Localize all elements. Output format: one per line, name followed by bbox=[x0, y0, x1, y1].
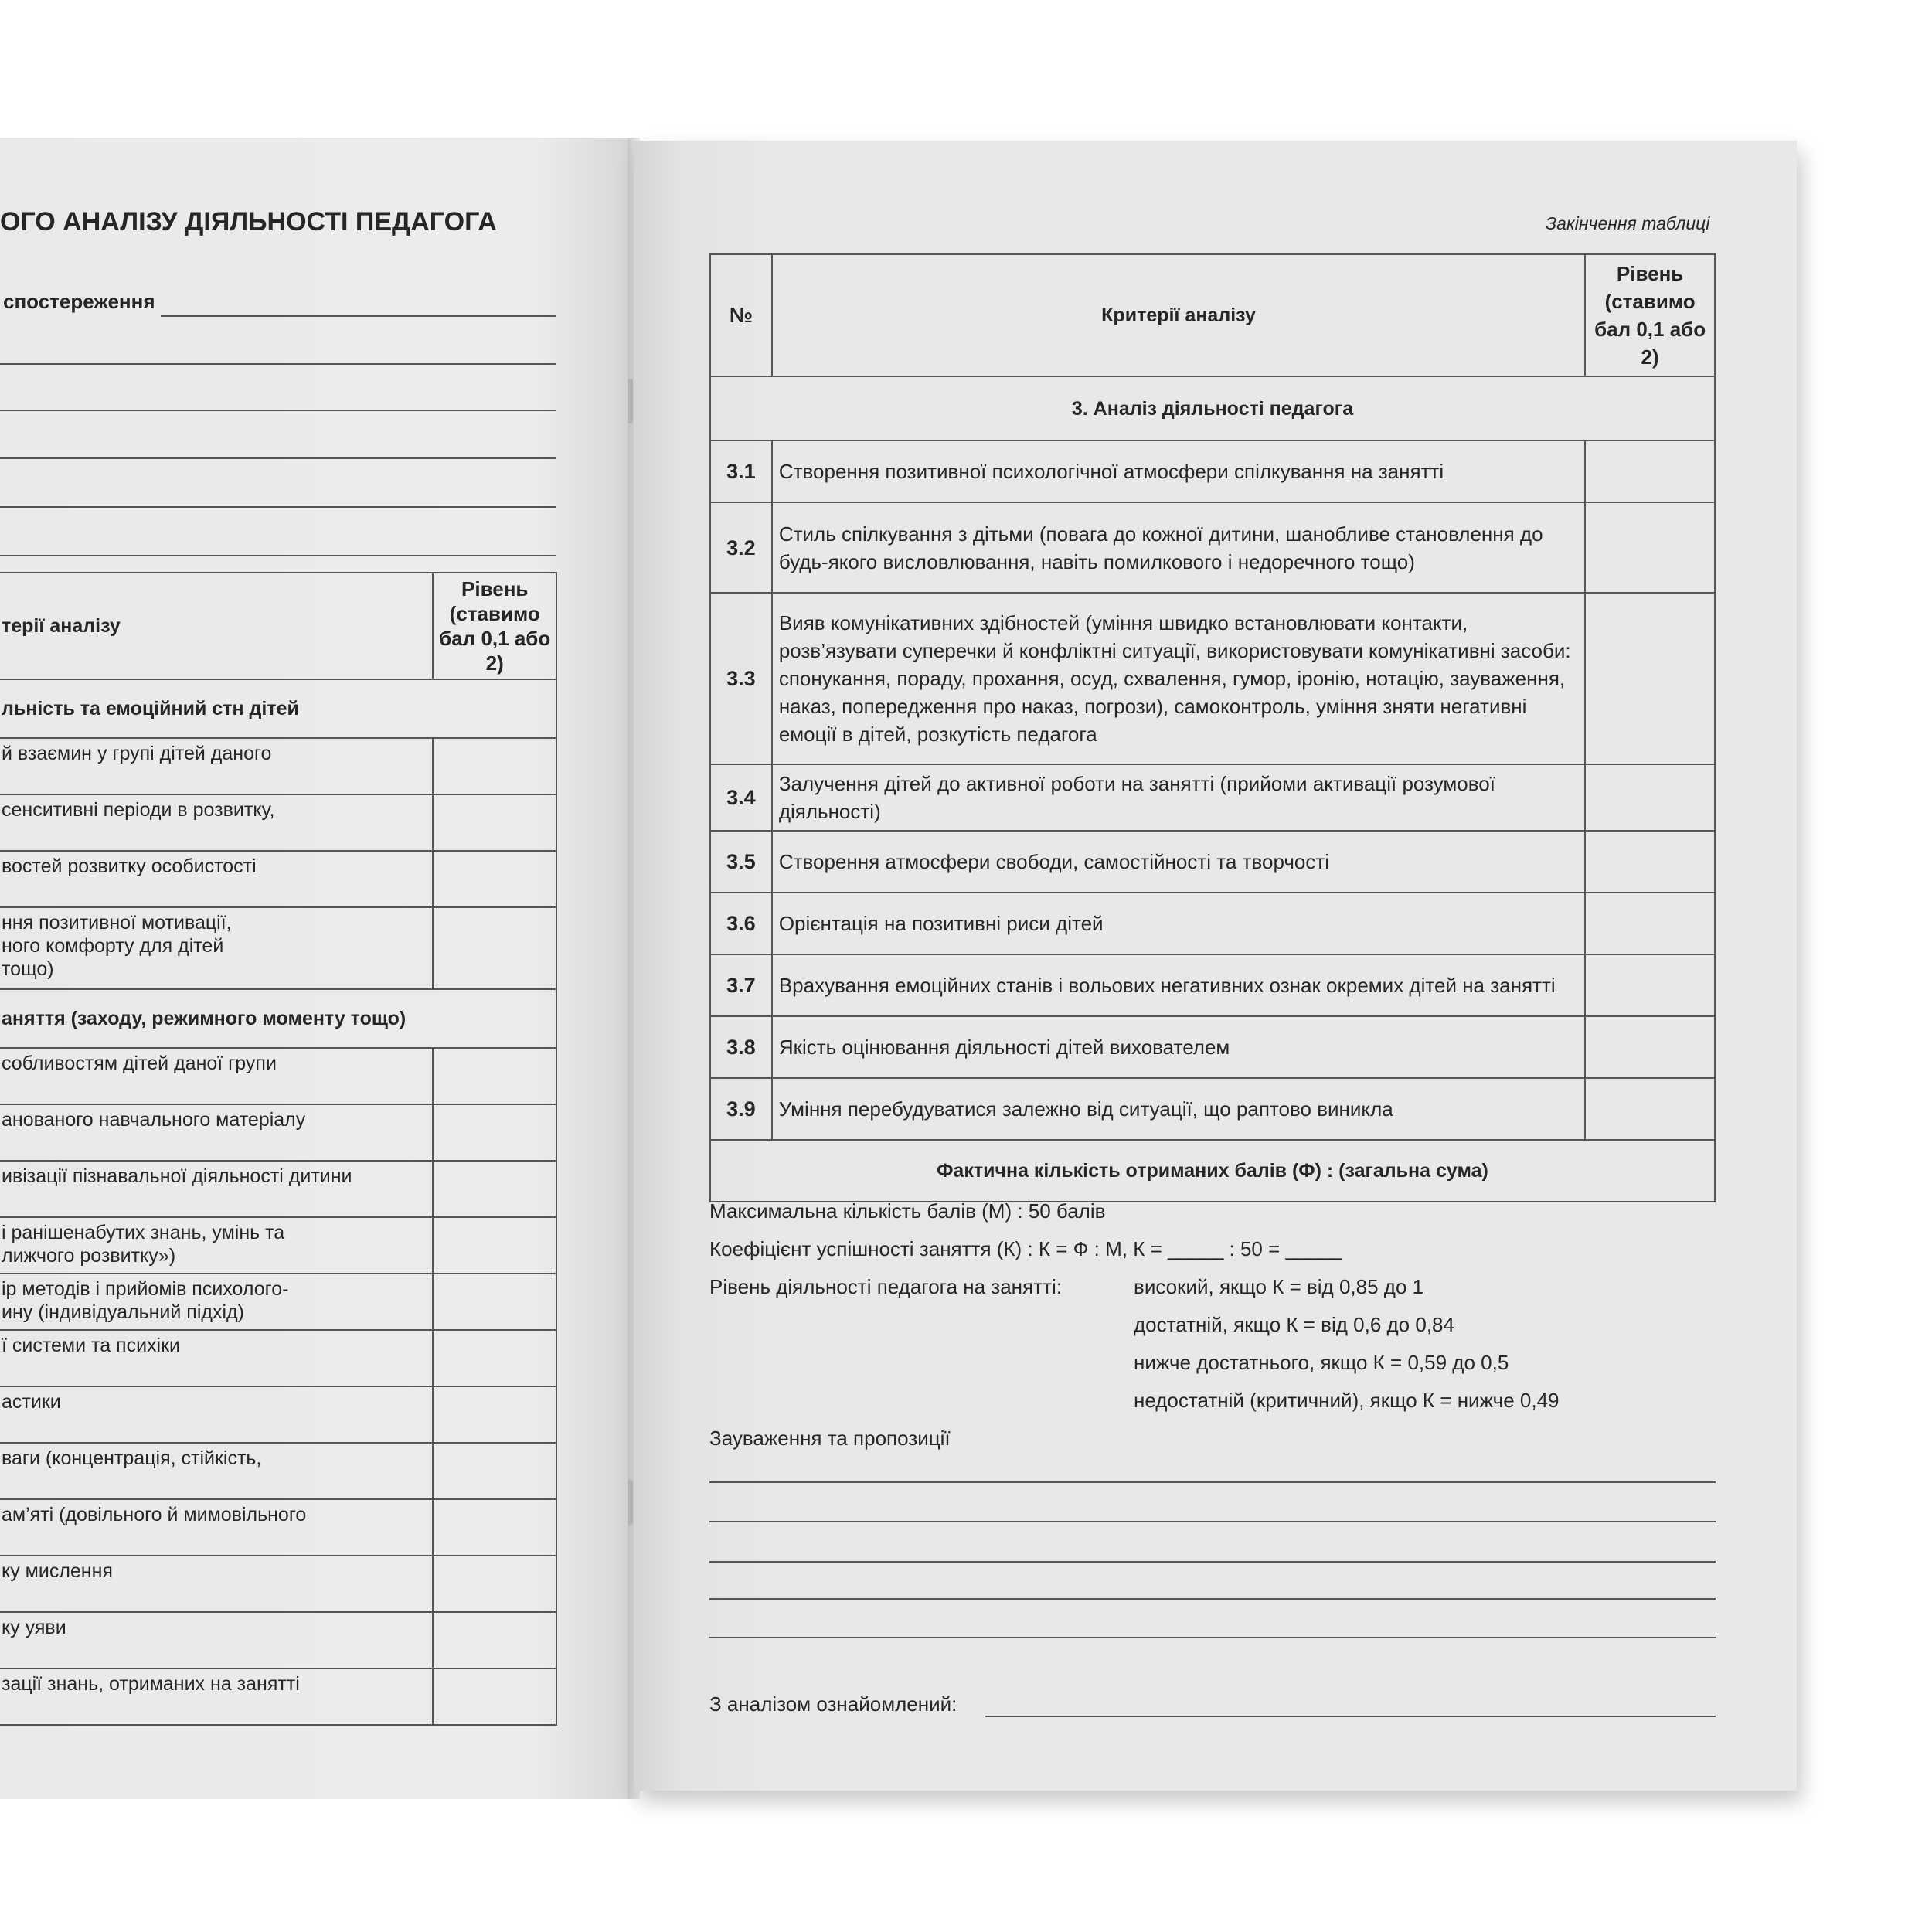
left-blank-line[interactable] bbox=[0, 506, 556, 508]
level-below-sufficient: нижче достатнього, якщо К = 0,59 до 0,5 bbox=[1134, 1351, 1509, 1374]
criterion-number: 3.1 bbox=[710, 440, 772, 502]
left-criteria-row bbox=[0, 1386, 556, 1443]
left-header-criteria: терії аналізу bbox=[0, 573, 433, 679]
criterion-text: Уміння перебудуватися залежно від ситуації, що раптово виникла bbox=[772, 1078, 1585, 1140]
table-continuation-note: Закінчення таблиці bbox=[1546, 213, 1710, 233]
left-score-cell[interactable] bbox=[433, 1217, 556, 1274]
criterion-number: 3.9 bbox=[710, 1078, 772, 1140]
observation-line[interactable] bbox=[161, 315, 556, 317]
criterion-text: Вияв комунікативних здібностей (уміння швидко встановлювати контакти, розв’язувати суперечки й конфліктні ситуації, використовувати комунікативні засоби: спонукання, пораду, прохання, осуд, схвалення, гумор, іронію, нотацію, зауваження, наказ, попередження про наказ, погрози), самоконтроль, уміння зняти негативні емоції в дітей, розкутість педагога bbox=[772, 593, 1585, 764]
left-criterion-text: ваги (концентрація, стійкість, bbox=[0, 1443, 433, 1499]
left-criterion-text: собливостям дітей даної групи bbox=[0, 1048, 433, 1104]
criterion-text: Врахування емоційних станів і вольових негативних ознак окремих дітей на занятті bbox=[772, 954, 1585, 1016]
criterion-number: 3.6 bbox=[710, 893, 772, 954]
remarks-line[interactable] bbox=[709, 1598, 1716, 1600]
left-criteria-row bbox=[0, 1048, 556, 1104]
left-criteria-row bbox=[0, 1274, 556, 1330]
criterion-number: 3.8 bbox=[710, 1016, 772, 1078]
remarks-line[interactable] bbox=[709, 1637, 1716, 1638]
header-criteria: Критерії аналізу bbox=[772, 254, 1585, 376]
left-score-cell[interactable] bbox=[433, 738, 556, 794]
left-criteria-row bbox=[0, 1612, 556, 1668]
level-insufficient: недостатній (критичний), якщо К = нижче 0,49 bbox=[1134, 1389, 1560, 1412]
left-criteria-row bbox=[0, 1668, 556, 1725]
score-cell[interactable] bbox=[1585, 764, 1715, 831]
left-criterion-text: аняття (заходу, режимного моменту тощо) bbox=[0, 989, 556, 1048]
left-criteria-row bbox=[0, 1161, 556, 1217]
left-criterion-text: ам’яті (довільного й мимовільного bbox=[0, 1499, 433, 1556]
criteria-row bbox=[710, 502, 1715, 593]
left-criterion-text: анованого навчального матеріалу bbox=[0, 1104, 433, 1161]
left-section-row bbox=[0, 989, 556, 1048]
left-criteria-row bbox=[0, 738, 556, 794]
left-score-cell[interactable] bbox=[433, 907, 556, 989]
left-score-cell[interactable] bbox=[433, 794, 556, 851]
header-level: Рівень (ставимо бал 0,1 або 2) bbox=[1585, 254, 1715, 376]
criterion-text: Залучення дітей до активної роботи на занятті (прийоми активації розумової діяльності) bbox=[772, 764, 1585, 831]
staple-bottom bbox=[628, 1480, 633, 1525]
left-score-cell[interactable] bbox=[433, 1556, 556, 1612]
criteria-row bbox=[710, 893, 1715, 954]
criteria-row bbox=[710, 1016, 1715, 1078]
left-criteria-row bbox=[0, 1104, 556, 1161]
score-cell[interactable] bbox=[1585, 1078, 1715, 1140]
criteria-row bbox=[710, 1078, 1715, 1140]
score-cell[interactable] bbox=[1585, 954, 1715, 1016]
criterion-text: Орієнтація на позитивні риси дітей bbox=[772, 893, 1585, 954]
left-criterion-text: ку мислення bbox=[0, 1556, 433, 1612]
left-score-cell[interactable] bbox=[433, 1161, 556, 1217]
left-criterion-text: й взаємин у групі дітей даного bbox=[0, 738, 433, 794]
criterion-number: 3.7 bbox=[710, 954, 772, 1016]
left-criterion-text: ивізації пізнавальної діяльності дитини bbox=[0, 1161, 433, 1217]
left-score-cell[interactable] bbox=[433, 1386, 556, 1443]
acquainted-label: З аналізом ознайомлений: bbox=[709, 1692, 957, 1716]
left-score-cell[interactable] bbox=[433, 1499, 556, 1556]
remarks-line[interactable] bbox=[709, 1561, 1716, 1563]
left-page-title: ОГО АНАЛІЗУ ДІЯЛЬНОСТІ ПЕДАГОГА bbox=[0, 207, 497, 236]
left-criteria-row bbox=[0, 907, 556, 989]
criterion-number: 3.5 bbox=[710, 831, 772, 893]
criterion-number: 3.2 bbox=[710, 502, 772, 593]
criteria-row bbox=[710, 831, 1715, 893]
level-sufficient: достатній, якщо К = від 0,6 до 0,84 bbox=[1134, 1313, 1454, 1336]
left-criterion-text: сенситивні періоди в розвитку, bbox=[0, 794, 433, 851]
criterion-number: 3.3 bbox=[710, 593, 772, 764]
observation-label: спостереження bbox=[3, 290, 155, 313]
criterion-number: 3.4 bbox=[710, 764, 772, 831]
left-blank-line[interactable] bbox=[0, 363, 556, 365]
left-criterion-text: і ранішенабутих знань, умінь та лижчого розвитку») bbox=[0, 1217, 433, 1274]
criteria-row bbox=[710, 593, 1715, 764]
left-criterion-text: ї системи та психіки bbox=[0, 1330, 433, 1386]
left-criteria-row bbox=[0, 1556, 556, 1612]
left-criteria-row bbox=[0, 1443, 556, 1499]
remarks-label: Зауваження та пропозиції bbox=[709, 1427, 951, 1450]
level-high: високий, якщо К = від 0,85 до 1 bbox=[1134, 1275, 1424, 1298]
criteria-row bbox=[710, 954, 1715, 1016]
criterion-text: Створення позитивної психологічної атмосфери спілкування на занятті bbox=[772, 440, 1585, 502]
left-criteria-row bbox=[0, 1330, 556, 1386]
acquainted-signature-line[interactable] bbox=[985, 1716, 1716, 1717]
criteria-row bbox=[710, 440, 1715, 502]
left-score-cell[interactable] bbox=[433, 851, 556, 907]
score-cell[interactable] bbox=[1585, 593, 1715, 764]
left-criterion-text: ку уяви bbox=[0, 1612, 433, 1668]
left-score-cell[interactable] bbox=[433, 1443, 556, 1499]
left-score-cell[interactable] bbox=[433, 1048, 556, 1104]
left-score-cell[interactable] bbox=[433, 1274, 556, 1330]
staple-top bbox=[628, 379, 633, 423]
left-criteria-row bbox=[0, 794, 556, 851]
criterion-text: Стиль спілкування з дітьми (повага до кожної дитини, шанобливе становлення до будь-якого висловлювання, навіть помилкового і недоречного тощо) bbox=[772, 502, 1585, 593]
left-score-cell[interactable] bbox=[433, 1104, 556, 1161]
left-blank-line[interactable] bbox=[0, 410, 556, 411]
left-criterion-text: востей розвитку особистості bbox=[0, 851, 433, 907]
score-cell[interactable] bbox=[1585, 502, 1715, 593]
left-criterion-text: астики bbox=[0, 1386, 433, 1443]
level-label: Рівень діяльності педагога на занятті: bbox=[709, 1275, 1062, 1298]
criterion-text: Якість оцінювання діяльності дітей вихователем bbox=[772, 1016, 1585, 1078]
score-cell[interactable] bbox=[1585, 831, 1715, 893]
header-num: № bbox=[710, 254, 772, 376]
remarks-line[interactable] bbox=[709, 1481, 1716, 1483]
left-blank-line[interactable] bbox=[0, 555, 556, 556]
left-score-cell[interactable] bbox=[433, 1668, 556, 1725]
left-criterion-text: льність та емоційний стн дітей bbox=[0, 679, 556, 738]
left-header-level: Рівень (ставимо бал 0,1 або 2) bbox=[433, 573, 556, 679]
left-criteria-table bbox=[0, 572, 557, 1726]
right-criteria-table bbox=[709, 253, 1716, 1202]
left-criteria-row bbox=[0, 1217, 556, 1274]
left-score-cell[interactable] bbox=[433, 1330, 556, 1386]
total-points-row: Фактична кількість отриманих балів (Ф) : (загальна сума) bbox=[710, 1140, 1715, 1202]
left-criterion-text: ння позитивної мотивації, ного комфорту для дітей тощо) bbox=[0, 907, 433, 989]
left-criterion-text: ір методів і прийомів психолого- ину (індивідуальний підхід) bbox=[0, 1274, 433, 1330]
score-cell[interactable] bbox=[1585, 1016, 1715, 1078]
left-blank-line[interactable] bbox=[0, 457, 556, 459]
left-criterion-text: зації знань, отриманих на занятті bbox=[0, 1668, 433, 1725]
score-cell[interactable] bbox=[1585, 440, 1715, 502]
left-score-cell[interactable] bbox=[433, 1612, 556, 1668]
section-title: 3. Аналіз діяльності педагога bbox=[710, 376, 1715, 440]
left-criteria-row bbox=[0, 1499, 556, 1556]
left-criteria-row bbox=[0, 851, 556, 907]
criterion-text: Створення атмосфери свободи, самостійності та творчості bbox=[772, 831, 1585, 893]
left-section-row bbox=[0, 679, 556, 738]
score-cell[interactable] bbox=[1585, 893, 1715, 954]
coefficient-text: Коефіцієнт успішності заняття (К) : К = Ф : М, К = _____ : 50 = _____ bbox=[709, 1237, 1342, 1260]
criteria-row bbox=[710, 764, 1715, 831]
remarks-line[interactable] bbox=[709, 1521, 1716, 1522]
max-points-text: Максимальна кількість балів (М) : 50 балів bbox=[709, 1199, 1106, 1223]
